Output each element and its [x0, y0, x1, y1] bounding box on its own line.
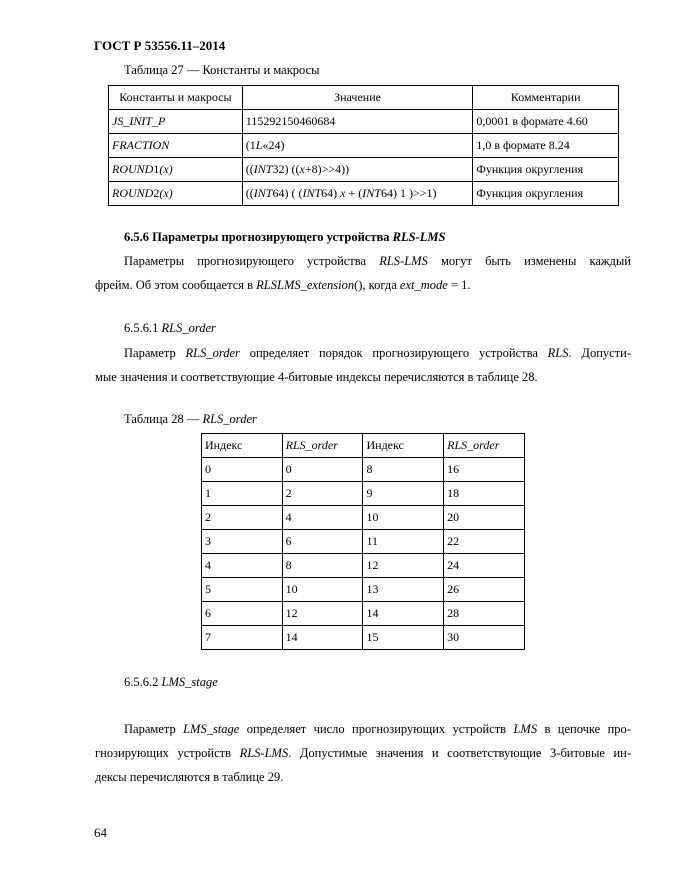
table-cell: 0,0001 в формате 4.60	[473, 110, 619, 134]
column-header: RLS_order	[444, 434, 525, 458]
column-header: Индекс	[363, 434, 444, 458]
table-cell: 7	[202, 626, 283, 650]
table-cell: 20	[444, 506, 525, 530]
table-cell: 5	[202, 578, 283, 602]
paragraph-line: дексы перечисляются в таблице 29.	[95, 770, 284, 784]
table-cell: 16	[444, 458, 525, 482]
table-27-caption: Таблица 27 — Константы и макросы	[124, 63, 320, 77]
table-cell	[242, 182, 473, 206]
table-cell: 1,0 в формате 8.24	[473, 134, 619, 158]
column-header: Значение	[242, 86, 473, 110]
text-run: ((	[245, 186, 254, 200]
table-cell: 15	[363, 626, 444, 650]
table-cell: 30	[444, 626, 525, 650]
table-cell: 24	[444, 554, 525, 578]
text-run: LMS	[513, 722, 538, 736]
section-title	[124, 230, 445, 245]
table-header-row	[109, 86, 619, 110]
table-row	[202, 482, 525, 506]
text-run: гнозирующих устройств	[95, 746, 240, 760]
table-cell: 0	[282, 458, 363, 482]
document-header: ГОСТ Р 53556.11–2014	[94, 38, 226, 53]
table-cell: 28	[444, 602, 525, 626]
text-run: могут быть изменены каждый	[427, 254, 632, 268]
text-run: определяет порядок прогнозирующего устройства	[239, 346, 548, 360]
table-28	[201, 433, 525, 650]
table-cell: 10	[282, 578, 363, 602]
text-run: INT	[302, 186, 322, 200]
text-run: 64)	[321, 186, 341, 200]
table-header-row	[202, 434, 525, 458]
table-row	[202, 506, 525, 530]
table-cell: 115292150460684	[242, 110, 473, 134]
text-run: RLS_order	[202, 412, 257, 426]
text-run: определяет число прогнозирующих устройств	[239, 722, 514, 736]
text-run: 6.5.6 Параметры прогнозирующего устройства	[124, 230, 393, 244]
paragraph-line	[95, 717, 631, 741]
text-run: = 1.	[447, 278, 471, 292]
table-cell: 8	[282, 554, 363, 578]
text-run: 32) ((	[272, 162, 300, 176]
text-run: Параметр	[124, 346, 186, 360]
column-header: Константы и макросы	[109, 86, 243, 110]
table-row	[202, 530, 525, 554]
text-run: Параметры прогнозирующего устройства	[124, 254, 380, 268]
text-run: фрейм. Об этом сообщается в	[95, 278, 257, 292]
text-run: LMS_stage	[161, 675, 218, 689]
table-cell: 18	[444, 482, 525, 506]
table-cell: 6	[282, 530, 363, 554]
table-row	[109, 158, 619, 182]
text-run: x	[299, 162, 305, 176]
text-run: RLSLMS_extension	[256, 278, 355, 292]
text-run: RLS-LMS	[379, 254, 428, 268]
table-cell: 9	[363, 482, 444, 506]
table-cell: 4	[282, 506, 363, 530]
table-cell: 3	[202, 530, 283, 554]
table-cell: 10	[363, 506, 444, 530]
text-run: RLS-LMS	[392, 230, 446, 244]
table-row	[109, 110, 619, 134]
column-header: RLS_order	[282, 434, 363, 458]
text-run: RLS_order	[161, 321, 216, 335]
text-run: ROUND	[112, 162, 154, 176]
table-cell: 12	[363, 554, 444, 578]
table-row	[202, 554, 525, 578]
table-row	[109, 134, 619, 158]
text-run: . Допустимые значения и соответствующие 3-битовые ин-	[288, 746, 631, 760]
table-row	[202, 626, 525, 650]
paragraph-line: мые значения и соответствующие 4-битовые индексы перечисляются в таблице 28.	[95, 370, 538, 384]
paragraph-line	[95, 249, 631, 273]
text-run: 2	[153, 186, 160, 200]
text-run: x	[340, 186, 346, 200]
text-run: 6.5.6.1	[124, 321, 162, 335]
table-cell	[242, 158, 473, 182]
table-cell: 12	[282, 602, 363, 626]
text-run: 64) 1 )>>1)	[380, 186, 437, 200]
page-number: 64	[94, 825, 107, 840]
table-cell: 13	[363, 578, 444, 602]
table-27	[108, 85, 619, 206]
text-run: ROUND	[112, 186, 154, 200]
table-cell: 14	[363, 602, 444, 626]
column-header: Комментарии	[473, 86, 619, 110]
text-run: Параметр	[124, 722, 184, 736]
table-cell: 1	[202, 482, 283, 506]
text-run: RLS	[547, 346, 569, 360]
text-run: . Допусти-	[568, 346, 631, 360]
text-run: RLS-LMS	[239, 746, 289, 760]
text-run: «24)	[262, 138, 285, 152]
text-run: Таблица 28 —	[124, 412, 203, 426]
table-cell	[109, 158, 243, 182]
table-cell: JS_INIT_P	[109, 110, 243, 134]
text-run: +8)>>4))	[304, 162, 350, 176]
paragraph	[95, 717, 631, 789]
table-cell: 22	[444, 530, 525, 554]
table-cell: 4	[202, 554, 283, 578]
table-cell: 8	[363, 458, 444, 482]
table-cell: Функция округления	[473, 182, 619, 206]
paragraph-line	[95, 273, 631, 297]
table-cell	[242, 134, 473, 158]
table-cell: 26	[444, 578, 525, 602]
text-run: 64) ( (	[272, 186, 303, 200]
text-run: (x)	[159, 162, 173, 176]
text-run: в цепочке про-	[537, 722, 631, 736]
table-cell: 0	[202, 458, 283, 482]
text-run: LMS_stage	[183, 722, 240, 736]
table-cell: 14	[282, 626, 363, 650]
table-row	[202, 578, 525, 602]
table-cell: 11	[363, 530, 444, 554]
table-cell: FRACTION	[109, 134, 243, 158]
table-row	[109, 182, 619, 206]
subsection-title	[124, 675, 218, 690]
table-cell: Функция округления	[473, 158, 619, 182]
text-run: (1	[245, 138, 256, 152]
table-cell: 2	[202, 506, 283, 530]
text-run: L	[255, 138, 263, 152]
text-run: 1	[153, 162, 160, 176]
text-run: ext_mode	[399, 278, 448, 292]
text-run: ((	[245, 162, 254, 176]
table-28-caption	[124, 412, 257, 427]
text-run: + (	[345, 186, 363, 200]
paragraph	[95, 341, 631, 389]
table-row	[202, 458, 525, 482]
text-run: INT	[253, 186, 273, 200]
text-run: (x)	[159, 186, 173, 200]
paragraph	[95, 249, 631, 297]
column-header: Индекс	[202, 434, 283, 458]
text-run: INT	[362, 186, 381, 200]
table-cell	[109, 182, 243, 206]
table-cell: 6	[202, 602, 283, 626]
table-cell: 2	[282, 482, 363, 506]
text-run: RLS_order	[185, 346, 240, 360]
text-run: 6.5.6.2	[124, 675, 162, 689]
paragraph-line	[95, 741, 631, 765]
text-run: (), когда	[354, 278, 400, 292]
subsection-title	[124, 321, 216, 336]
paragraph-line	[95, 341, 631, 365]
text-run: INT	[253, 162, 273, 176]
table-row	[202, 602, 525, 626]
